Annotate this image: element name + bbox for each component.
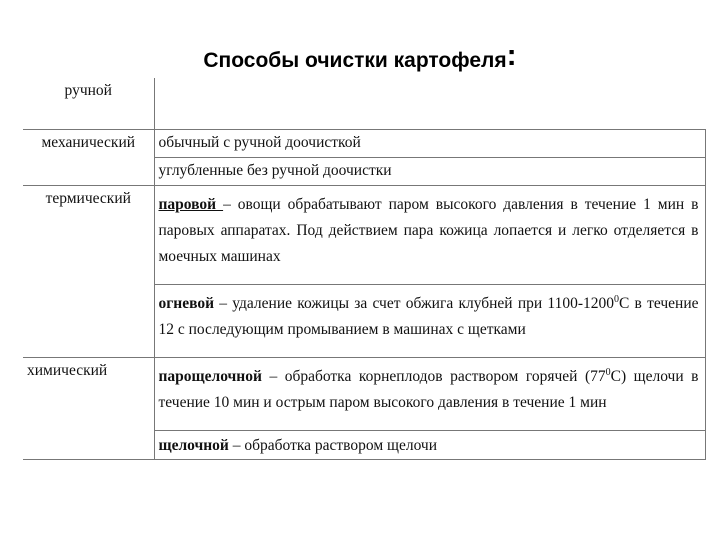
fire-degree-sup: 0 bbox=[613, 293, 619, 305]
table-row-mechanical-1 bbox=[23, 129, 705, 157]
steam-alkali-text-after: С) щелочи в течение 10 мин и острым паром высокого давления в течение 1 мин bbox=[158, 367, 699, 411]
steam-text: – овощи обрабатывают паром высокого давления в течение 1 мин в паровых аппаратах. Под действием пара кожица лопается и легко отделяется в моечных машинах bbox=[158, 195, 699, 265]
table-row-thermal-steam bbox=[23, 185, 705, 284]
mechanical-method-1: обычный с ручной доочисткой bbox=[154, 129, 705, 157]
term-steam: паровой bbox=[158, 195, 224, 213]
fire-text-before: – удаление кожицы за счет обжига клубней при 1100-1200 bbox=[214, 294, 614, 312]
category-thermal: термический bbox=[23, 185, 154, 357]
title-colon: : bbox=[506, 39, 517, 72]
manual-empty-cell bbox=[154, 78, 705, 129]
term-steam-alkali: парощелочной bbox=[158, 367, 262, 385]
term-alkali: щелочной bbox=[158, 436, 229, 454]
fire-text-after: С в течение 12 с последующим промыванием в машинах с щетками bbox=[158, 294, 699, 338]
page-title bbox=[0, 38, 720, 81]
mechanical-method-2: углубленные без ручной доочистки bbox=[154, 157, 705, 185]
peeling-methods-table bbox=[23, 78, 706, 460]
category-mechanical: механический bbox=[23, 129, 154, 185]
title-text: Способы очистки картофеля bbox=[203, 49, 507, 72]
category-manual: ручной bbox=[23, 78, 154, 129]
steam-alkali-degree-sup: 0 bbox=[605, 366, 611, 378]
alkali-text: – обработка раствором щелочи bbox=[228, 436, 438, 454]
thermal-fire-description bbox=[154, 284, 705, 357]
term-fire: огневой bbox=[158, 294, 215, 312]
category-chemical: химический bbox=[23, 357, 154, 459]
chemical-alkali-description bbox=[154, 430, 705, 459]
table-row-chemical-steam-alkali bbox=[23, 357, 705, 430]
thermal-steam-description bbox=[154, 185, 705, 284]
steam-alkali-text-before: – обработка корнеплодов раствором горячей (77 bbox=[261, 367, 606, 385]
chemical-steam-alkali-description bbox=[154, 357, 705, 430]
table-row-manual bbox=[23, 78, 705, 129]
